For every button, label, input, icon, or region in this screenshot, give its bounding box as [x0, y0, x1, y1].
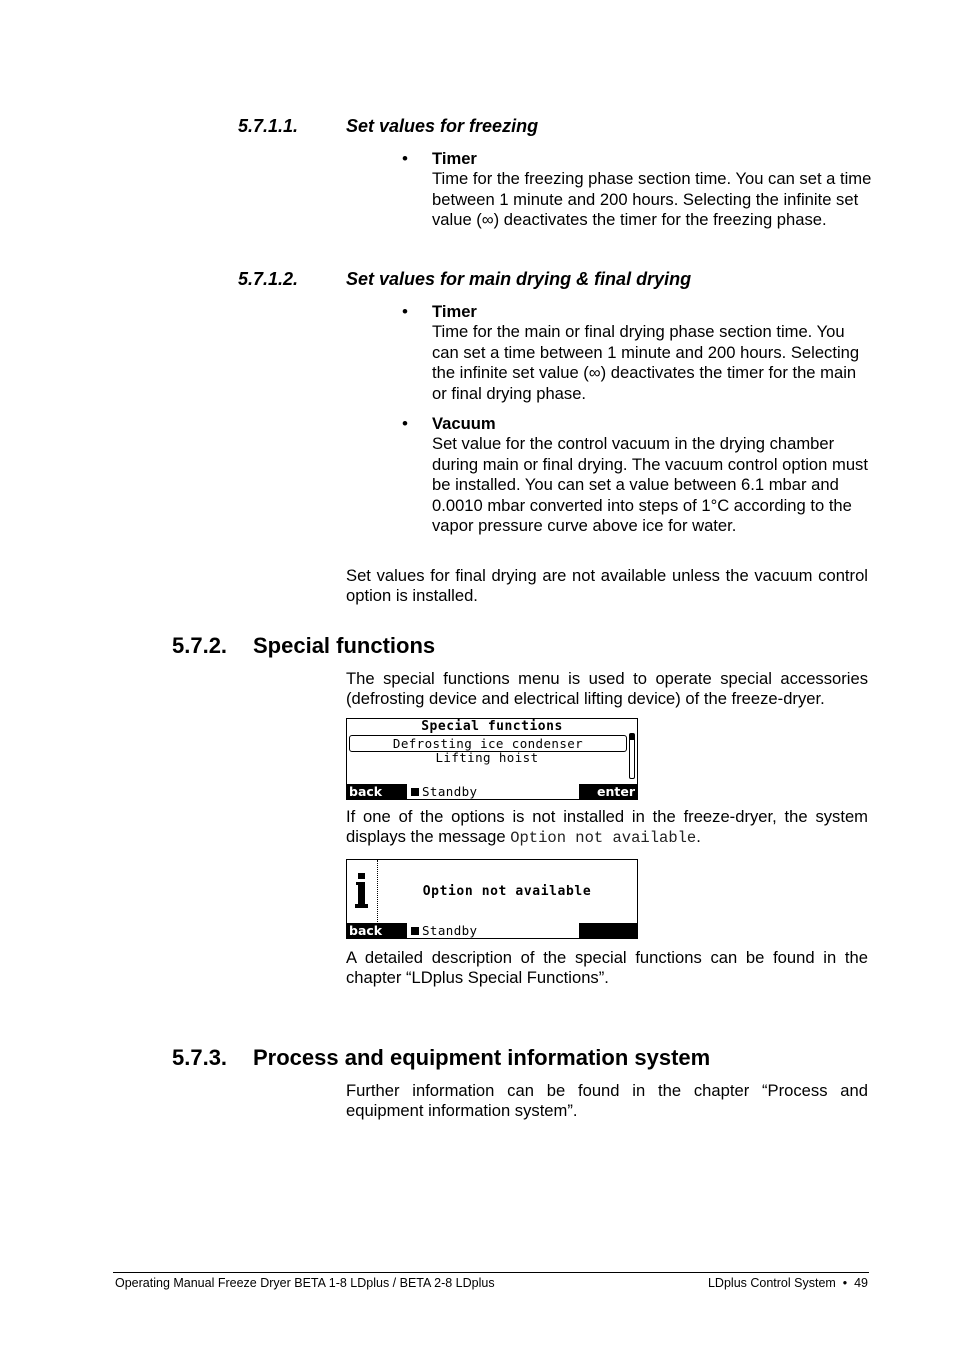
message-text: Option not available [422, 884, 592, 899]
intro-paragraph: The special functions menu is used to operate special accessories (defrosting device and electrical lifting device) of the freeze-dryer. [346, 669, 868, 709]
bullet: • [402, 414, 408, 433]
blank-softkey[interactable] [579, 923, 637, 938]
option-message-code: Option not available [510, 829, 697, 848]
subsection-title: Set values for main drying & final drying [346, 269, 692, 289]
footer-divider [113, 1272, 869, 1273]
footer-chapter: LDplus Control System [707, 1276, 836, 1290]
back-button[interactable]: back [347, 923, 407, 938]
vacuum-item [432, 414, 872, 536]
info-icon [347, 860, 378, 922]
status-indicator [411, 784, 477, 799]
subsection-title: Set values for freezing [346, 116, 539, 136]
option-text-end: . [696, 827, 701, 847]
info-paragraph: Further information can be found in the chapter “Process and equipment information system”. [346, 1081, 868, 1121]
footer-page-info: LDplus Control System • 49 [707, 1276, 868, 1290]
item-name: Timer [432, 302, 477, 321]
lcd-option-not-available-screen [346, 859, 638, 939]
subsection-number: 5.7.1.1. [238, 116, 299, 136]
lcd-footer [347, 923, 637, 938]
lcd-footer [347, 784, 637, 799]
note-paragraph: Set values for final drying are not available unless the vacuum control option is installed. [346, 566, 868, 606]
bullet: • [402, 302, 408, 321]
lcd-special-functions-screen [346, 718, 638, 800]
status-text: Standby [422, 784, 478, 799]
scrollbar[interactable] [629, 733, 635, 779]
item-description: Set value for the control vacuum in the drying chamber during main or final drying. The vacuum control option must be installed. You can set a value between 6.1 mbar and 0.0010 mbar converted into steps of 1°C according to the vapor pressure curve above ice for water. [432, 434, 868, 536]
bullet: • [402, 149, 408, 168]
timer-item [432, 302, 872, 404]
menu-item-defrosting[interactable]: Defrosting ice condenser [349, 735, 627, 752]
footer-manual-title: Operating Manual Freeze Dryer BETA 1-8 LDplus / BETA 2-8 LDplus [115, 1276, 495, 1290]
status-square-icon [411, 927, 419, 935]
section-title: Process and equipment information system [253, 1045, 711, 1070]
page-number: 49 [854, 1276, 868, 1290]
lcd-title: Special functions [421, 719, 563, 734]
item-name: Timer [432, 149, 477, 168]
section-title: Special functions [253, 633, 436, 658]
back-button[interactable]: back [347, 784, 407, 799]
status-indicator [411, 923, 477, 938]
enter-button[interactable]: enter [579, 784, 637, 799]
timer-item [432, 149, 872, 231]
menu-item-lifting-hoist[interactable]: Lifting hoist [435, 750, 539, 765]
subsection-number: 5.7.1.2. [238, 269, 299, 289]
option-paragraph [346, 807, 868, 849]
item-description: Time for the freezing phase section time. You can set a time between 1 minute and 200 hours. Selecting the infinite set value (∞) deactivates the timer for the freezing phase. [432, 169, 872, 230]
section-number: 5.7.2. [172, 633, 228, 658]
item-description: Time for the main or final drying phase section time. You can set a time between 1 minute and 200 hours. Selecting the infinite set value (∞) deactivates the timer for the main or final drying phase. [432, 322, 860, 403]
status-square-icon [411, 788, 419, 796]
item-name: Vacuum [432, 414, 496, 433]
status-text: Standby [422, 923, 478, 938]
section-number: 5.7.3. [172, 1045, 228, 1070]
option-text: If one of the options is not installed in the freeze-dryer, the system displays the message [346, 807, 868, 847]
detail-paragraph: A detailed description of the special functions can be found in the chapter “LDplus Special Functions”. [346, 948, 868, 988]
